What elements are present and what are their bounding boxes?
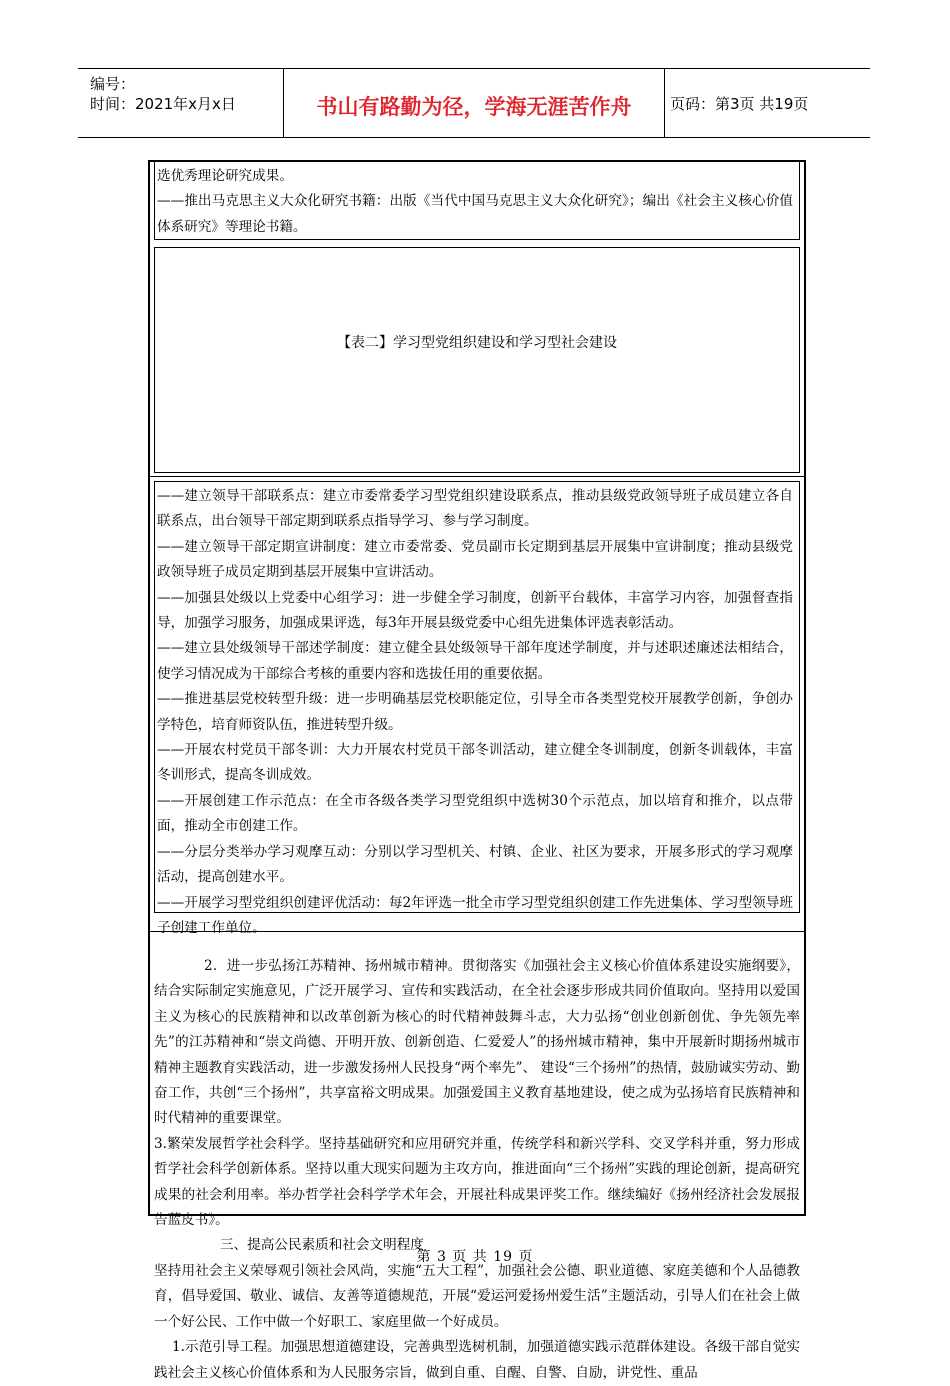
list-item: ——建立县处级领导干部述学制度：建立健全县处级领导干部年度述学制度，并与述职述廉述法相结合，使学习情况成为干部综合考核的重要内容和选拔任用的重要依据。 bbox=[157, 640, 793, 682]
section-heading: 三、提高公民素质和社会文明程度 bbox=[220, 1237, 424, 1254]
body-paragraph: 3.繁荣发展哲学社会科学。坚持基础研究和应用研究并重，传统学科和新兴学科、交叉学科并重，努力形成哲学社会科学创新体系。坚持以重大现实问题为主攻方向，推进面向“三个扬州”实践的理论创新，提高研究成果的社会利用率。举办哲学社会科学学术年会，开展社科成果评奖工作。继续编好《扬州经济社会发展报告蓝皮书》。 bbox=[154, 1135, 800, 1229]
list-item: ——建立领导干部联系点：建立市委常委学习型党组织建设联系点，推动县级党政领导班子成员建立各自联系点，出台领导干部定期到联系点指导学习、参与学习制度。 bbox=[157, 488, 793, 530]
table-row-learning-items bbox=[150, 477, 804, 936]
list-item: ——开展学习型党组织创建评优活动：每2年评选一批全市学习型党组织创建工作先进集体、学习型领导班子创建工作单位。 bbox=[157, 894, 793, 936]
body-paragraph: 坚持用社会主义荣辱观引领社会风尚，实施“五大工程”，加强社会公德、职业道德、家庭美德和个人品德教育，倡导爱国、敬业、诚信、友善等道德规范，开展“爱运河爱扬州爱生活”主题活动，引导人们在社会上做一个好公民、工作中做一个好职工、家庭里做一个好成员。 bbox=[154, 1262, 800, 1330]
inner-box-title bbox=[154, 247, 800, 473]
header-left-cell bbox=[78, 69, 283, 137]
list-item: ——开展农村党员干部冬训：大力开展农村党员干部冬训活动，建立健全冬训制度，创新冬训载体，丰富冬训形式，提高冬训成效。 bbox=[157, 742, 793, 784]
list-item: ——分层分类举办学习观摩互动：分别以学习型机关、村镇、企业、社区为要求，开展多形式的学习观摩活动，提高创建水平。 bbox=[157, 843, 793, 886]
table-row-theory-books bbox=[150, 162, 804, 243]
page-footer: 第 3 页 共 19 页 bbox=[416, 1249, 534, 1265]
page-header bbox=[78, 68, 870, 138]
document-code-label: 编号： bbox=[90, 75, 136, 93]
document-date-label: 时间：2021年x月x日 bbox=[90, 95, 236, 113]
paragraph-line: ——推出马克思主义大众化研究书籍：出版《当代中国马克思主义大众化研究》；编出《社会主义核心价值体系研究》等理论书籍。 bbox=[157, 193, 793, 235]
paragraph-line: 选优秀理论研究成果。 bbox=[157, 168, 293, 184]
inner-box-theory-books bbox=[154, 162, 800, 240]
header-motto-cell bbox=[283, 69, 665, 137]
inner-box-learning-items bbox=[154, 481, 800, 936]
list-item: ——建立领导干部定期宣讲制度：建立市委常委、党员副市长定期到基层开展集中宣讲制度；推动县级党政领导班子成员定期到基层开展集中宣讲活动。 bbox=[157, 538, 793, 581]
list-item: ——开展创建工作示范点：在全市各级各类学习型党组织中选树30个示范点，加以培育和推介，以点带面，推动全市创建工作。 bbox=[157, 792, 793, 835]
header-right-cell bbox=[664, 69, 870, 137]
list-item: ——加强县处级以上党委中心组学习：进一步健全学习制度，创新平台载体，丰富学习内容，加强督查指导，加强学习服务，加强成果评选，每3年开展县级党委中心组先进集体评选表彰活动。 bbox=[157, 589, 793, 632]
header-page-number: 页码：第3页 共19页 bbox=[670, 95, 809, 113]
list-item: ——推进基层党校转型升级：进一步明确基层党校职能定位，引导全市各类型党校开展教学创新，争创办学特色，培育师资队伍，推进转型升级。 bbox=[157, 691, 793, 733]
body-paragraph: 1.示范引导工程。加强思想道德建设，完善典型选树机制，加强道德实践示范群体建设。各级干部自觉实践社会主义核心价值体系和为人民服务宗旨，做到自重、自醒、自警、自励，讲党性、重品 bbox=[154, 1339, 800, 1381]
body-paragraph: 2．进一步弘扬江苏精神、扬州城市精神。贯彻落实《加强社会主义核心价值体系建设实施纲要》，结合实际制定实施意见，广泛开展学习、宣传和实践活动，在全社会逐步形成共同价值取向。坚持用以爱国主义为核心的民族精神和以改革创新为核心的时代精神鼓舞斗志，大力弘扬“创业创新创优、争先领先率先”的江苏精神和“崇文尚德、开明开放、创新创造、仁爱爱人”的扬州城市精神，集中开展新时期扬州城市精神主题教育实践活动，进一步激发扬州人民投身“两个率先”、 建设“三个扬州”的热情，鼓励诚实劳动、勤奋工作，共创“三个扬州”，共享富裕文明成果。加强爱国主义教育基地建设，使之成为弘扬培育民族精神和时代精神的重要课堂。 bbox=[154, 958, 800, 1127]
header-motto: 书山有路勤为径，学海无涯苦作舟 bbox=[316, 95, 632, 119]
table-two-title: 【表二】学习型党组织建设和学习型社会建设 bbox=[337, 335, 617, 351]
table-row-title bbox=[150, 243, 804, 477]
